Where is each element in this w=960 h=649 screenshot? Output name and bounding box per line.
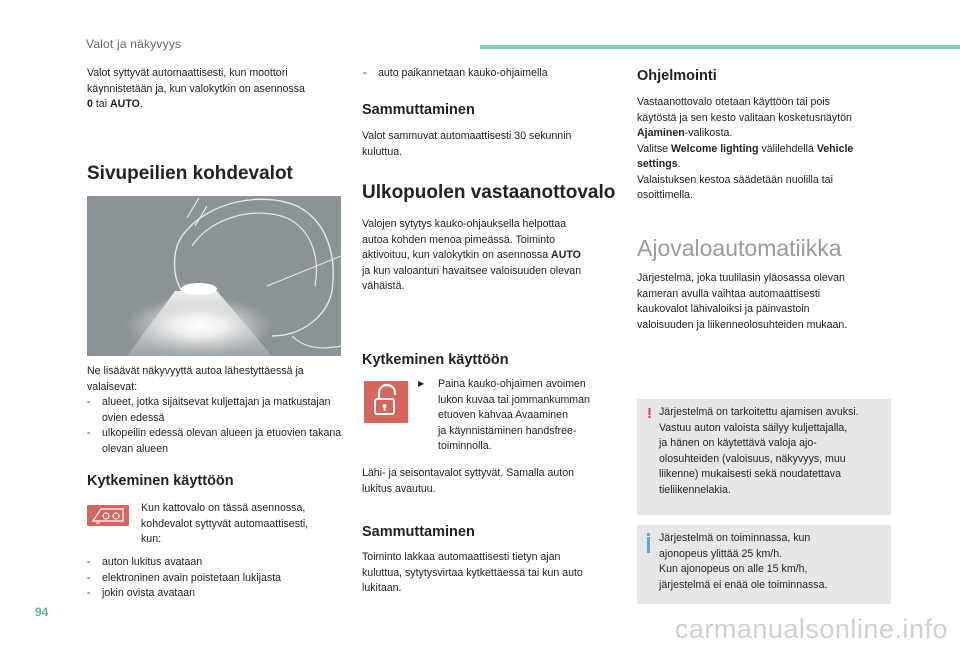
auto-headlights-description: Järjestelmä, joka tuulilasin yläosassa olevan kameran avulla vaihtaa automaattisesti kaukovalot lähivaloiksi ja päinvastoin valoisuuden ja liikenneolosuhteiden mukaan. [637, 272, 848, 331]
lights-on-text: Lähi- ja seisontavalot syttyvät. Samalla auton lukitus avautuu. [362, 467, 574, 495]
info-icon [647, 537, 650, 553]
activation-conditions-list [85, 555, 350, 602]
list-item: - auto paikannetaan kauko-ohjaimella [361, 66, 621, 82]
list-item: - auton lukitus avataan [85, 555, 350, 571]
warning-text: Järjestelmä on tarkoitettu ajamisen avuksi. Vastuu auton valoista säilyy kuljettajalla, ja hänen on käytettävä valoja ajo- olosuhteiden (valoisuus, näkyvyys, muu liikenne) mukaisesti sekä noudatettava tieliikennelakia. [659, 406, 859, 496]
ceiling-light-icon [87, 505, 129, 526]
subtitle-programming: Ohjelmointi [637, 68, 717, 84]
bullet-arrow-icon: ▶ [418, 379, 425, 388]
list-item: - ulkopeilin edessä olevan alueen ja etuovien takana olevan alueen [85, 426, 350, 457]
subtitle-turning-off-1: Sammuttaminen [362, 102, 475, 118]
mirror-lights-area-list [85, 395, 350, 457]
header-accent-bar [480, 45, 960, 49]
turning-off-text-2: Toiminto lakkaa automaattisesti tietyn ajan kuluttua, sytytysvirtaa kytkettäessä tai kun auto lukitaan. [362, 551, 583, 594]
section-title-welcome-light: Ulkopuolen vastaanottovalo [362, 182, 616, 203]
header-title: Valot ja näkyvyys [86, 37, 182, 51]
unlock-icon [364, 381, 408, 423]
info-text: Järjestelmä on toiminnassa, kun ajonopeus ylittää 25 km/h. Kun ajonopeus on alle 15 km/h, järjestelmä ei enää ole toiminnassa. [659, 532, 828, 591]
section-title-mirror-lights: Sivupeilien kohdevalot [87, 163, 293, 184]
welcome-light-description: Valojen sytytys kauko-ohjauksella helpottaa autoa kohden menoa pimeässä. Toiminto aktivoituu, kun valokytkin on asennossa AUTO ja kun valoanturi havaitsee valoisuuden olevan vähäistä. [362, 218, 582, 292]
mirror-lights-description: Ne lisäävät näkyvyyttä autoa lähestyttäessä ja valaisevat: [87, 365, 304, 393]
list-item: - elektroninen avain poistetaan lukijasta [85, 571, 350, 587]
section-title-auto-headlights: Ajovaloautomatiikka [637, 235, 842, 261]
turning-off-text-1: Valot sammuvat automaattisesti 30 sekunnin kuluttua. [362, 130, 572, 158]
warning-note [637, 399, 891, 515]
list-item: - jokin ovista avataan [85, 586, 350, 602]
watermark: carmanualsonline.info [674, 614, 948, 644]
warning-icon: ! [647, 405, 652, 422]
ceiling-light-instruction: Kun kattovalo on tässä asennossa, kohdevalot syttyvät automaattisesti, kun: [141, 502, 309, 545]
subtitle-activation-col1: Kytkeminen käyttöön [87, 473, 234, 489]
subtitle-activation-col2: Kytkeminen käyttöön [362, 352, 509, 368]
door-light-symbol-icon [87, 505, 129, 526]
car-mirror-image [87, 196, 341, 356]
subtitle-turning-off-2: Sammuttaminen [362, 524, 475, 540]
col2-top-list [361, 66, 621, 82]
mirror-light-illustration [87, 196, 341, 356]
info-note [637, 525, 891, 604]
programming-text: Vastaanottovalo otetaan käyttöön tai pois käytöstä ja sen kesto valitaan kosketusnäytön Ajaminen-valikosta. Valitse Welcome lighting välilehdellä Vehicle settings. Valaistuksen kestoa säädetään nuolilla tai osoittimella. [637, 96, 854, 201]
col1-intro: Valot syttyvät automaattisesti, kun moottori käynnistetään ja, kun valokytkin on asennossa 0 tai AUTO. [87, 67, 305, 110]
remote-unlock-instruction: Paina kauko-ohjaimen avoimen lukon kuvaa tai jommankumman etuoven kahvaa Avaaminen ja käynnistäminen handsfree- toiminnolla. [438, 378, 590, 452]
list-item: - alueet, jotka sijaitsevat kuljettajan ja matkustajan ovien edessä [85, 395, 350, 426]
page-number: 94 [35, 605, 49, 619]
open-padlock-icon [364, 381, 408, 423]
